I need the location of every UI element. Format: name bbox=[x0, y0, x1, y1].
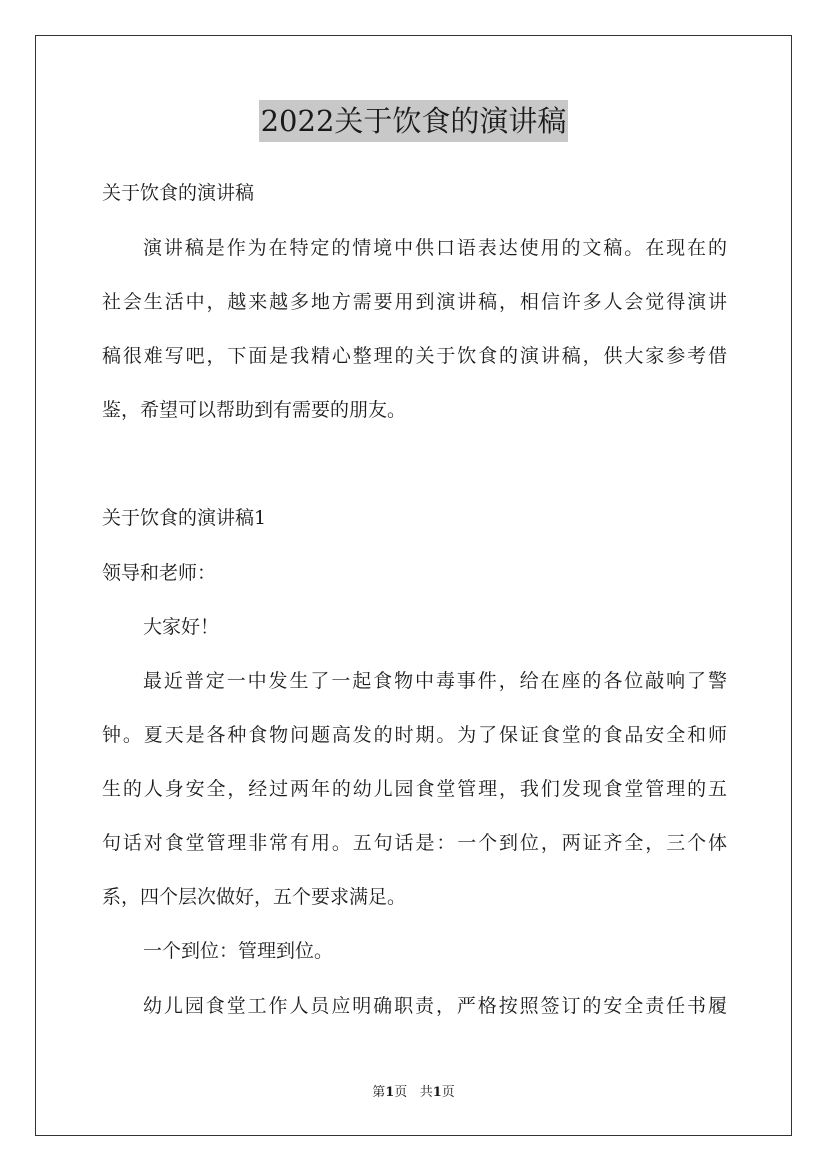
footer-total-prefix: 共 bbox=[419, 1085, 433, 1100]
point-one: 一个到位：管理到位。 bbox=[143, 940, 334, 962]
section-heading: 关于饮食的演讲稿1 bbox=[102, 507, 267, 529]
intro-line-3: 稿很难写吧，下面是我精心整理的关于饮食的演讲稿，供大家参考借 bbox=[102, 345, 727, 367]
intro-line-4: 鉴，希望可以帮助到有需要的朋友。 bbox=[102, 399, 407, 421]
footer-page-number: 1 bbox=[385, 1085, 395, 1100]
title-container bbox=[0, 100, 827, 142]
footer-page-prefix: 第 bbox=[372, 1085, 386, 1100]
intro-line-2: 社会生活中，越来越多地方需要用到演讲稿，相信许多人会觉得演讲 bbox=[102, 291, 727, 313]
page-footer bbox=[0, 1084, 827, 1102]
body-line-5: 系，四个层次做好，五个要求满足。 bbox=[102, 886, 407, 908]
body-line-1: 最近普定一中发生了一起食物中毒事件，给在座的各位敲响了警 bbox=[143, 670, 727, 692]
subtitle: 关于饮食的演讲稿 bbox=[102, 182, 255, 204]
greeting: 大家好！ bbox=[143, 616, 220, 638]
footer-page-suffix: 页 bbox=[394, 1085, 408, 1100]
body-line-2: 钟。夏天是各种食物问题高发的时期。为了保证食堂的食品安全和师 bbox=[102, 724, 727, 746]
intro-line-1: 演讲稿是作为在特定的情境中供口语表达使用的文稿。在现在的 bbox=[143, 237, 727, 259]
body-line-3: 生的人身安全，经过两年的幼儿园食堂管理，我们发现食堂管理的五 bbox=[102, 778, 727, 800]
body-line-4: 句话对食堂管理非常有用。五句话是：一个到位，两证齐全，三个体 bbox=[102, 832, 727, 854]
salutation: 领导和老师： bbox=[102, 562, 217, 584]
footer-total-suffix: 页 bbox=[441, 1085, 455, 1100]
body2-line-1: 幼儿园食堂工作人员应明确职责，严格按照签订的安全责任书履 bbox=[143, 995, 727, 1017]
document-title: 2022关于饮食的演讲稿 bbox=[259, 100, 569, 142]
footer-total-number: 1 bbox=[432, 1085, 442, 1100]
